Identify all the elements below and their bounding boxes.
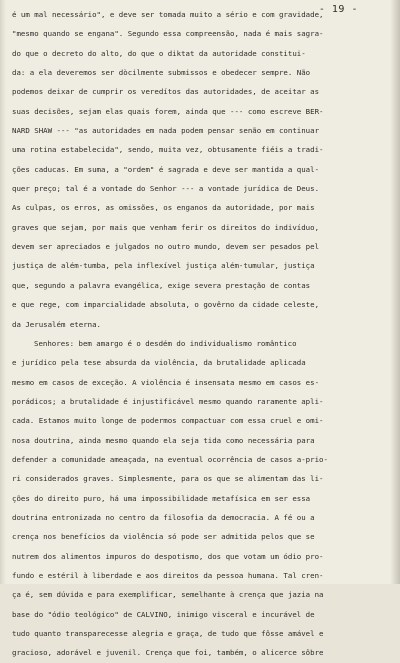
text-line: nosa doutrina, ainda mesmo quando ela seja tida como necessária para — [12, 435, 315, 445]
text-line: uma rotina estabelecida", sendo, muita vez, obtusamente fiéis a tradi- — [12, 145, 324, 155]
text-line: base do "ódio teológico" de CALVINO, inimigo visceral e incurável de — [12, 609, 315, 619]
text-line: que, segundo a palavra evangélica, exige severa prestação de contas — [12, 280, 311, 290]
text-line: podemos deixar de cumprir os veredítos das autoridades, de aceitar as — [12, 87, 320, 97]
text-line: doutrina entronizada no centro da filosofia da democracia. A fé ou a — [12, 512, 315, 522]
text-line: da Jerusalém eterna. — [12, 319, 101, 329]
text-line: é um mal necessário", e deve ser tomada muito a sério e com gravidade, — [12, 10, 324, 19]
text-line: mesmo em casos de exceção. A violência é insensata mesmo em casos es- — [12, 377, 320, 387]
text-line: graves que sejam, por mais que venham ferir os direitos do indivíduo, — [12, 222, 320, 232]
text-line: nutrem dos alimentos impuros do despotismo, dos que votam um ódio pro- — [12, 551, 324, 561]
page-right-shadow — [390, 0, 400, 584]
text-line: e que rege, com imparcialidade absoluta, o govêrno da cidade celeste, — [12, 300, 320, 310]
body-text — [12, 5, 390, 663]
text-line: "mesmo quando se engana". Segundo essa compreensão, nada é mais sagra- — [12, 29, 324, 39]
text-line: fundo e estéril à liberdade e aos direitos da pessoa humana. Tal cren- — [12, 570, 324, 580]
text-line: tudo quanto transparecesse alegria e graça, de tudo que fôsse amável e — [12, 629, 324, 638]
text-line: devem ser apreciados e julgados no outro mundo, devem ser pesados pel — [12, 242, 320, 252]
text-line: crença nos benefícios da violência só pode ser admitida pelos que se — [12, 532, 315, 542]
text-line: suas decisões, sejam elas quais forem, ainda que --- como escreve BER- — [12, 106, 324, 116]
text-line: ções caducas. Em suma, a "ordem" é sagrada e deve ser mantida a qual- — [12, 164, 320, 174]
page-number: - 19 - — [318, 4, 358, 15]
page-left-shadow — [0, 0, 6, 584]
text-line: ça é, sem dúvida e para exemplificar, semelhante à crença que jazia na — [12, 590, 324, 600]
text-line: gracioso, adorável e juvenil. Crença que foi, também, o alicerce sôbre — [12, 648, 324, 658]
text-line: As culpas, os erros, as omissões, os enganos da autoridade, por mais — [12, 203, 315, 213]
text-line: e jurídico pela tese absurda da violência, da brutalidade aplicada — [12, 358, 306, 368]
text-line: NARD SHAW --- "as autoridades em nada podem pensar senão em continuar — [12, 126, 320, 136]
text-line: porádicos; a brutalidade é injustificável mesmo quando raramente apli- — [12, 396, 324, 406]
text-line: defender a comunidade ameaçada, na eventual ocorrência de casos a-prio- — [12, 454, 328, 464]
text-line: justiça de além-tumba, pela inflexível justiça além-tumular, justiça — [12, 261, 315, 271]
text-line: ções do direito puro, há uma impossibilidade metafísica em ser essa — [12, 493, 311, 503]
text-line: do que o decreto do alto, do que o diktat da autoridade constitui- — [12, 48, 306, 58]
text-line: cada. Estamos muito longe de podermos compactuar com essa cruel e omi- — [12, 416, 324, 426]
text-line: quer preço; tal é a vontade do Senhor --- a vontade jurídica de Deus. — [12, 184, 320, 194]
text-line: da: a ela deveremos ser dòcilmente submissos e obedecer sempre. Não — [12, 68, 311, 78]
text-line: ri considerados graves. Simplesmente, para os que se alimentam das li- — [12, 474, 324, 484]
paragraph-start-line: Senhores: bem amargo é o desdém do individualismo romântico — [34, 338, 297, 348]
